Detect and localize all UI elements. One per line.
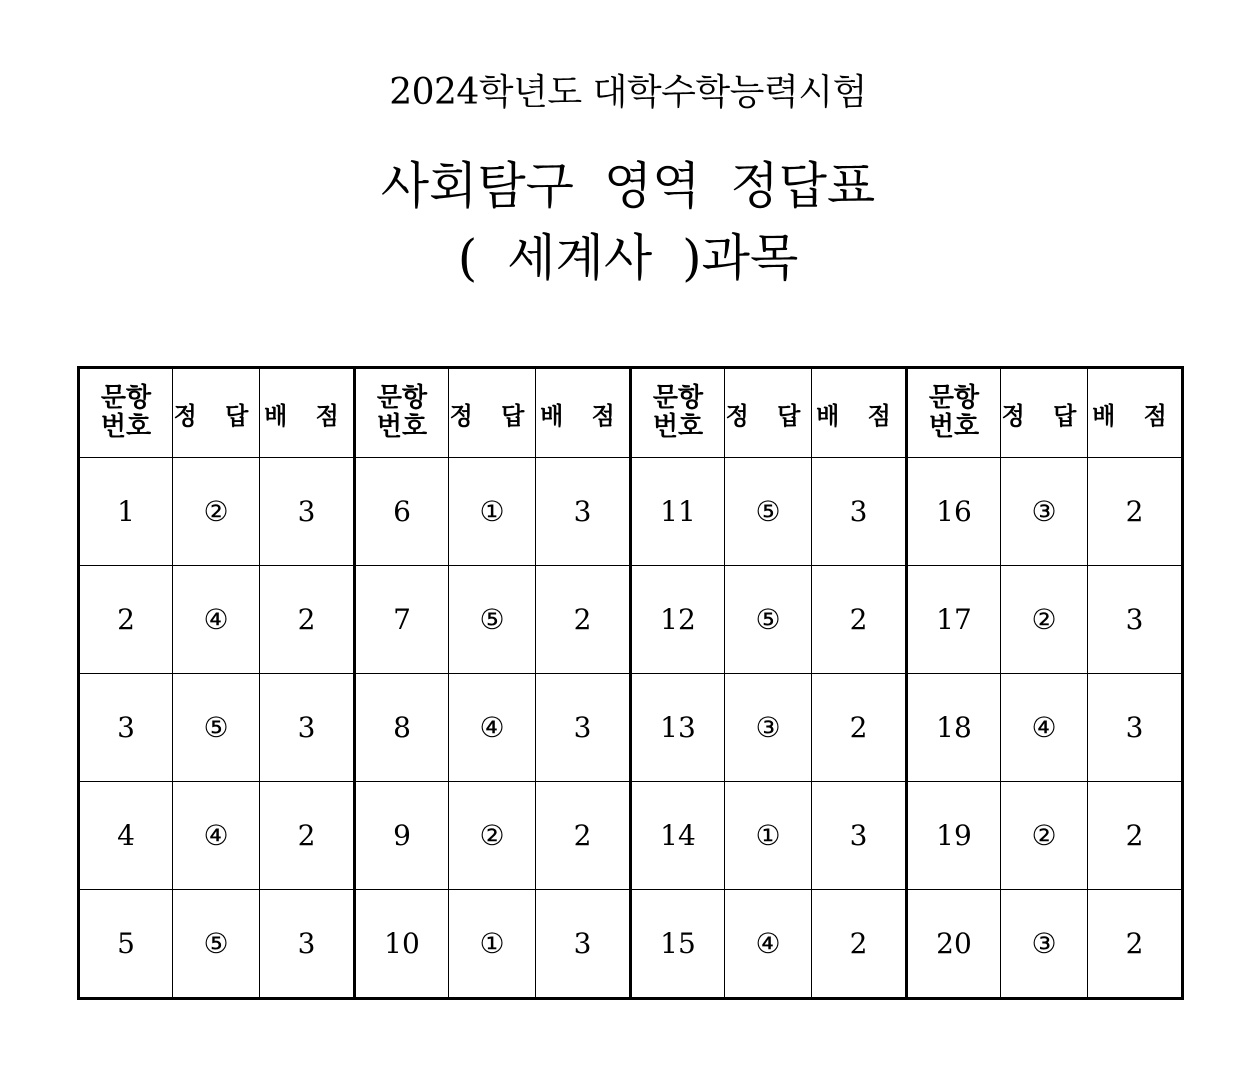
points-value: 3	[260, 458, 355, 566]
answer-header: 정 답	[725, 368, 812, 458]
points-header: 배 점	[260, 368, 355, 458]
question-number-header: 문항 번호	[631, 368, 725, 458]
question-number: 18	[907, 674, 1001, 782]
answer-value: ⑤	[173, 674, 260, 782]
points-value: 3	[260, 890, 355, 999]
points-value: 3	[536, 674, 631, 782]
header-row	[79, 368, 1183, 458]
points-value: 2	[1088, 890, 1183, 999]
answer-value: ①	[449, 458, 536, 566]
points-value: 3	[536, 458, 631, 566]
points-value: 2	[536, 566, 631, 674]
subject-line	[0, 218, 1256, 290]
question-number: 3	[79, 674, 173, 782]
question-number: 8	[355, 674, 449, 782]
answer-value: ⑤	[725, 458, 812, 566]
question-number: 16	[907, 458, 1001, 566]
subject-close-suffix: )과목	[682, 229, 799, 287]
answer-value: ④	[173, 782, 260, 890]
question-number: 7	[355, 566, 449, 674]
points-header: 배 점	[536, 368, 631, 458]
table-row	[79, 890, 1183, 999]
answer-value: ①	[449, 890, 536, 999]
table-row	[79, 782, 1183, 890]
points-value: 3	[536, 890, 631, 999]
points-value: 2	[260, 782, 355, 890]
question-number: 14	[631, 782, 725, 890]
question-number-header: 문항 번호	[355, 368, 449, 458]
points-value: 2	[1088, 458, 1183, 566]
points-header: 배 점	[812, 368, 907, 458]
question-number: 9	[355, 782, 449, 890]
question-number: 20	[907, 890, 1001, 999]
answer-value: ②	[449, 782, 536, 890]
answer-value: ⑤	[173, 890, 260, 999]
question-number: 4	[79, 782, 173, 890]
answer-table-body	[79, 458, 1183, 999]
question-number: 12	[631, 566, 725, 674]
points-value: 3	[812, 458, 907, 566]
answer-sheet-title: 사회탐구 영역 정답표	[380, 157, 876, 215]
answer-header: 정 답	[173, 368, 260, 458]
answer-value: ④	[173, 566, 260, 674]
question-number: 5	[79, 890, 173, 999]
points-value: 3	[812, 782, 907, 890]
question-number-header: 문항 번호	[79, 368, 173, 458]
points-value: 2	[1088, 782, 1183, 890]
answer-table-header	[79, 368, 1183, 458]
answer-value: ②	[1001, 566, 1088, 674]
question-number: 19	[907, 782, 1001, 890]
question-number: 6	[355, 458, 449, 566]
points-value: 3	[1088, 566, 1183, 674]
answer-value: ⑤	[725, 566, 812, 674]
question-number: 10	[355, 890, 449, 999]
question-number: 15	[631, 890, 725, 999]
points-value: 3	[1088, 674, 1183, 782]
answer-value: ④	[1001, 674, 1088, 782]
answer-value: ③	[1001, 890, 1088, 999]
points-value: 2	[812, 566, 907, 674]
points-value: 2	[812, 890, 907, 999]
points-value: 2	[536, 782, 631, 890]
answer-value: ④	[449, 674, 536, 782]
points-value: 3	[260, 674, 355, 782]
answer-header: 정 답	[449, 368, 536, 458]
question-number: 1	[79, 458, 173, 566]
subject-open-paren: (	[457, 229, 478, 287]
question-number: 2	[79, 566, 173, 674]
subject-name: 세계사	[507, 229, 653, 287]
points-value: 2	[260, 566, 355, 674]
table-row	[79, 566, 1183, 674]
exam-title: 2024학년도 대학수학능력시험	[389, 72, 867, 113]
answer-header: 정 답	[1001, 368, 1088, 458]
answer-value: ⑤	[449, 566, 536, 674]
answer-table	[77, 366, 1184, 1000]
table-row	[79, 674, 1183, 782]
question-number: 11	[631, 458, 725, 566]
answer-value: ①	[725, 782, 812, 890]
table-row	[79, 458, 1183, 566]
answer-value: ②	[173, 458, 260, 566]
answer-value: ③	[1001, 458, 1088, 566]
answer-value: ④	[725, 890, 812, 999]
question-number: 17	[907, 566, 1001, 674]
question-number-header: 문항 번호	[907, 368, 1001, 458]
answer-value: ③	[725, 674, 812, 782]
points-value: 2	[812, 674, 907, 782]
points-header: 배 점	[1088, 368, 1183, 458]
question-number: 13	[631, 674, 725, 782]
answer-value: ②	[1001, 782, 1088, 890]
